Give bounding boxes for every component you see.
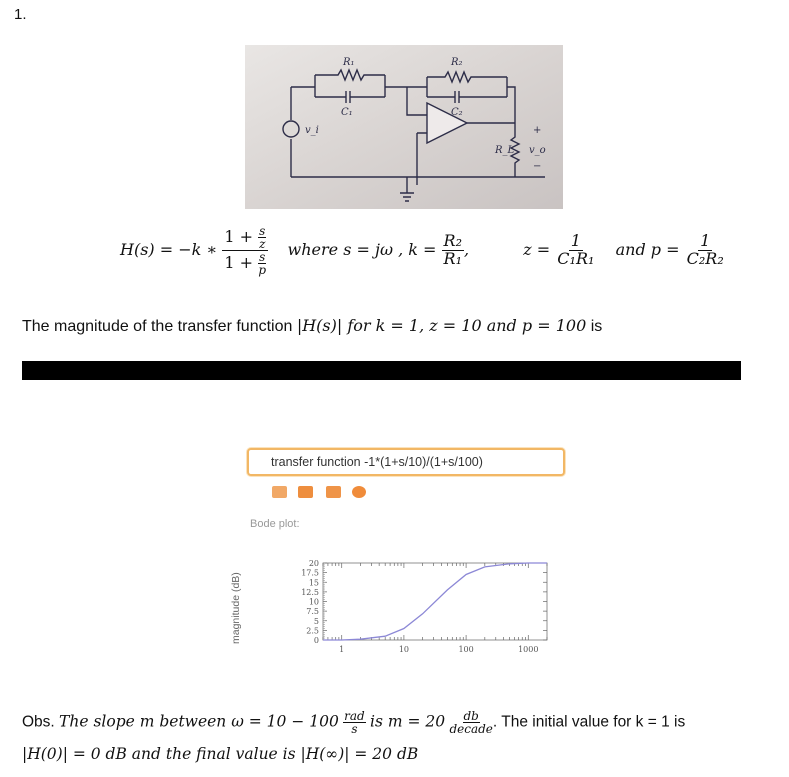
rad-per-s-fraction	[343, 710, 366, 735]
main-fraction	[222, 225, 268, 276]
transfer-function-formula	[120, 225, 726, 276]
den-s-over-p	[258, 251, 266, 276]
db-denominator: decade	[449, 722, 493, 736]
y-tick-label: 2.5	[306, 626, 319, 636]
label-minus: −	[533, 161, 542, 172]
p-numerator: 1	[700, 231, 711, 251]
z-fraction	[555, 233, 596, 268]
y-tick-label: 12.5	[301, 587, 319, 597]
p-denominator: C₂R₂	[686, 249, 724, 268]
redaction-bar	[22, 361, 741, 380]
label-r1: R₁	[343, 57, 355, 68]
x-tick-label: 10	[398, 645, 410, 654]
x-tick-label: 1	[339, 645, 345, 654]
rad-numerator: rad	[344, 709, 365, 723]
num-s-over-z	[258, 225, 266, 250]
den-p: p	[258, 263, 267, 277]
formula-z-eq: z =	[523, 240, 551, 259]
db-per-decade-fraction	[449, 710, 492, 735]
bode-plot-chart	[285, 555, 565, 670]
label-vo: v_o	[529, 145, 546, 156]
num-s: s	[259, 224, 266, 238]
obs-label: Obs.	[22, 713, 55, 731]
z-numerator: 1	[570, 231, 581, 251]
label-vi: v_i	[305, 125, 319, 136]
y-tick-label: 15	[308, 578, 319, 588]
main-denominator	[222, 251, 268, 276]
x-tick-label: 100	[458, 645, 474, 654]
label-rl: R_L	[495, 145, 515, 156]
camera-icon[interactable]	[298, 486, 313, 498]
main-numerator	[222, 225, 268, 251]
formula-and-p: and p =	[615, 240, 680, 259]
question-text	[22, 316, 602, 336]
random-icon[interactable]	[352, 486, 366, 498]
magnitude-curve	[323, 563, 547, 640]
problem-number: 1.	[14, 6, 27, 23]
question-prefix: The magnitude of the transfer function	[22, 318, 297, 335]
obs-slope-text: The slope m between ω = 10 − 100	[59, 712, 339, 731]
observation-line-2: |H(0)| = 0 dB and the final value is |H(∞)| = 20 dB	[22, 745, 419, 763]
y-tick-label: 10	[308, 597, 319, 607]
obs-slope-value: is m = 20	[370, 712, 446, 731]
label-r2: R₂	[451, 57, 463, 68]
y-tick-label: 17.5	[301, 568, 319, 578]
circuit-diagram	[245, 45, 563, 209]
den-s: s	[259, 250, 266, 264]
label-c2: C₂	[451, 107, 463, 118]
x-tick-label: 1000	[518, 645, 539, 654]
formula-lhs: H(s) = −k ∗	[120, 240, 218, 259]
num-z: z	[259, 237, 266, 251]
grid-icon[interactable]	[326, 486, 341, 498]
y-axis-label: magnitude (dB)	[230, 572, 242, 644]
k-numerator: R₂	[443, 231, 462, 251]
db-numerator: db	[463, 709, 479, 723]
y-tick-label: 20	[308, 559, 319, 568]
obs-initial-text: . The initial value for k = 1 is	[492, 713, 686, 731]
y-tick-label: 0	[313, 636, 319, 645]
y-tick-label: 7.5	[306, 607, 319, 617]
keyboard-icon[interactable]	[272, 486, 287, 498]
transfer-function-input[interactable]: transfer function -1*(1+s/10)/(1+s/100)	[247, 448, 565, 476]
y-tick-label: 5	[313, 616, 319, 626]
p-fraction	[685, 233, 726, 268]
num-one: 1 +	[224, 227, 254, 246]
den-one: 1 +	[224, 253, 254, 272]
z-denominator: C₁R₁	[557, 249, 595, 268]
label-plus: +	[533, 125, 542, 136]
observation-line-1	[22, 710, 782, 735]
formula-where: where s = jω , k =	[287, 240, 437, 259]
rad-denominator: s	[351, 722, 358, 736]
k-fraction	[442, 233, 464, 268]
question-math: |H(s)| for k = 1, z = 10 and p = 100	[296, 316, 587, 335]
k-denominator: R₁	[443, 249, 462, 268]
question-suffix: is	[586, 318, 603, 335]
formula-comma: ,	[464, 240, 470, 259]
bode-plot-caption: Bode plot:	[250, 518, 300, 530]
label-c1: C₁	[341, 107, 353, 118]
